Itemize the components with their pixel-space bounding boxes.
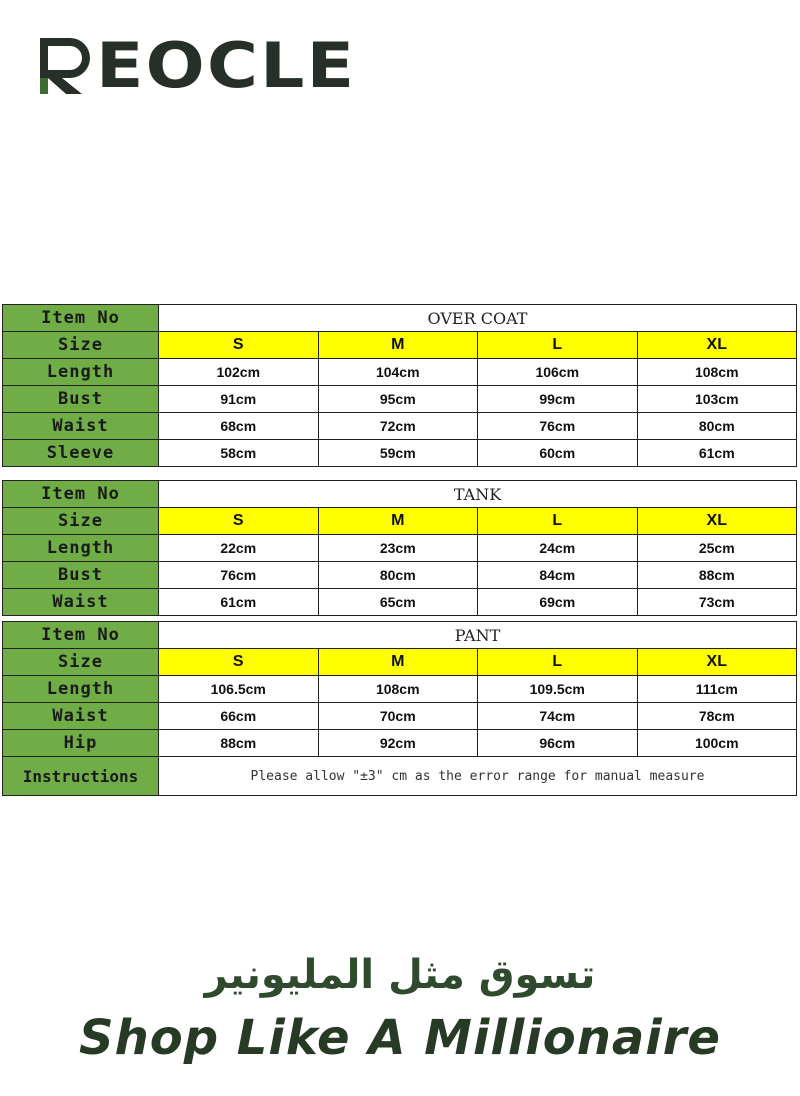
table-row bbox=[3, 535, 797, 562]
size-header: M bbox=[318, 508, 478, 535]
measure-cell: 80cm bbox=[637, 413, 797, 440]
table-row bbox=[3, 440, 797, 467]
measure-cell: 104cm bbox=[318, 359, 478, 386]
measure-cell: 76cm bbox=[478, 413, 638, 440]
row-label: Waist bbox=[3, 703, 159, 730]
measure-cell: 95cm bbox=[318, 386, 478, 413]
size-table-over-coat bbox=[2, 304, 797, 467]
size-table-pant bbox=[2, 621, 797, 796]
instructions-text: Please allow "±3" cm as the error range for manual measure bbox=[159, 757, 797, 796]
size-header: XL bbox=[637, 332, 797, 359]
size-header: S bbox=[159, 332, 319, 359]
item-no-label: Item No bbox=[3, 305, 159, 332]
measure-cell: 65cm bbox=[318, 589, 478, 616]
measure-cell: 58cm bbox=[159, 440, 319, 467]
measure-cell: 108cm bbox=[318, 676, 478, 703]
size-header: L bbox=[478, 649, 638, 676]
row-label: Bust bbox=[3, 386, 159, 413]
measure-cell: 111cm bbox=[637, 676, 797, 703]
table-row bbox=[3, 359, 797, 386]
row-label: Length bbox=[3, 535, 159, 562]
measure-cell: 74cm bbox=[478, 703, 638, 730]
measure-cell: 61cm bbox=[637, 440, 797, 467]
measure-cell: 108cm bbox=[637, 359, 797, 386]
slogan-arabic: تسوق مثل المليونير bbox=[204, 952, 596, 998]
table-title: PANT bbox=[159, 622, 797, 649]
measure-cell: 109.5cm bbox=[478, 676, 638, 703]
measure-cell: 61cm bbox=[159, 589, 319, 616]
item-no-label: Item No bbox=[3, 622, 159, 649]
measure-cell: 23cm bbox=[318, 535, 478, 562]
table-row bbox=[3, 562, 797, 589]
size-header: L bbox=[478, 332, 638, 359]
measure-cell: 100cm bbox=[637, 730, 797, 757]
row-label: Length bbox=[3, 359, 159, 386]
size-label: Size bbox=[3, 649, 159, 676]
table-row bbox=[3, 589, 797, 616]
measure-cell: 106.5cm bbox=[159, 676, 319, 703]
size-header: S bbox=[159, 508, 319, 535]
measure-cell: 96cm bbox=[478, 730, 638, 757]
size-header: M bbox=[318, 332, 478, 359]
table-title: TANK bbox=[159, 481, 797, 508]
row-label: Length bbox=[3, 676, 159, 703]
logo-text: EOCLE bbox=[96, 29, 357, 102]
size-header: S bbox=[159, 649, 319, 676]
measure-cell: 84cm bbox=[478, 562, 638, 589]
measure-cell: 59cm bbox=[318, 440, 478, 467]
measure-cell: 73cm bbox=[637, 589, 797, 616]
measure-cell: 92cm bbox=[318, 730, 478, 757]
size-table-tank bbox=[2, 480, 797, 616]
row-label: Waist bbox=[3, 413, 159, 440]
item-no-label: Item No bbox=[3, 481, 159, 508]
table-row bbox=[3, 703, 797, 730]
instructions-label: Instructions bbox=[3, 757, 159, 796]
table-row bbox=[3, 386, 797, 413]
measure-cell: 102cm bbox=[159, 359, 319, 386]
measure-cell: 68cm bbox=[159, 413, 319, 440]
table-row bbox=[3, 413, 797, 440]
row-label: Sleeve bbox=[3, 440, 159, 467]
brand-logo bbox=[36, 29, 357, 102]
measure-cell: 72cm bbox=[318, 413, 478, 440]
table-title: OVER COAT bbox=[159, 305, 797, 332]
logo-r-icon bbox=[36, 36, 94, 96]
size-header: L bbox=[478, 508, 638, 535]
row-label: Waist bbox=[3, 589, 159, 616]
measure-cell: 80cm bbox=[318, 562, 478, 589]
measure-cell: 22cm bbox=[159, 535, 319, 562]
measure-cell: 69cm bbox=[478, 589, 638, 616]
measure-cell: 106cm bbox=[478, 359, 638, 386]
size-header: XL bbox=[637, 649, 797, 676]
size-label: Size bbox=[3, 332, 159, 359]
measure-cell: 99cm bbox=[478, 386, 638, 413]
measure-cell: 70cm bbox=[318, 703, 478, 730]
table-row bbox=[3, 730, 797, 757]
size-header: M bbox=[318, 649, 478, 676]
slogan-english: Shop Like A Millionaire bbox=[79, 1010, 721, 1066]
measure-cell: 91cm bbox=[159, 386, 319, 413]
table-row bbox=[3, 676, 797, 703]
row-label: Bust bbox=[3, 562, 159, 589]
measure-cell: 60cm bbox=[478, 440, 638, 467]
measure-cell: 76cm bbox=[159, 562, 319, 589]
measure-cell: 24cm bbox=[478, 535, 638, 562]
measure-cell: 66cm bbox=[159, 703, 319, 730]
measure-cell: 88cm bbox=[159, 730, 319, 757]
measure-cell: 103cm bbox=[637, 386, 797, 413]
size-label: Size bbox=[3, 508, 159, 535]
measure-cell: 88cm bbox=[637, 562, 797, 589]
row-label: Hip bbox=[3, 730, 159, 757]
measure-cell: 78cm bbox=[637, 703, 797, 730]
measure-cell: 25cm bbox=[637, 535, 797, 562]
size-header: XL bbox=[637, 508, 797, 535]
